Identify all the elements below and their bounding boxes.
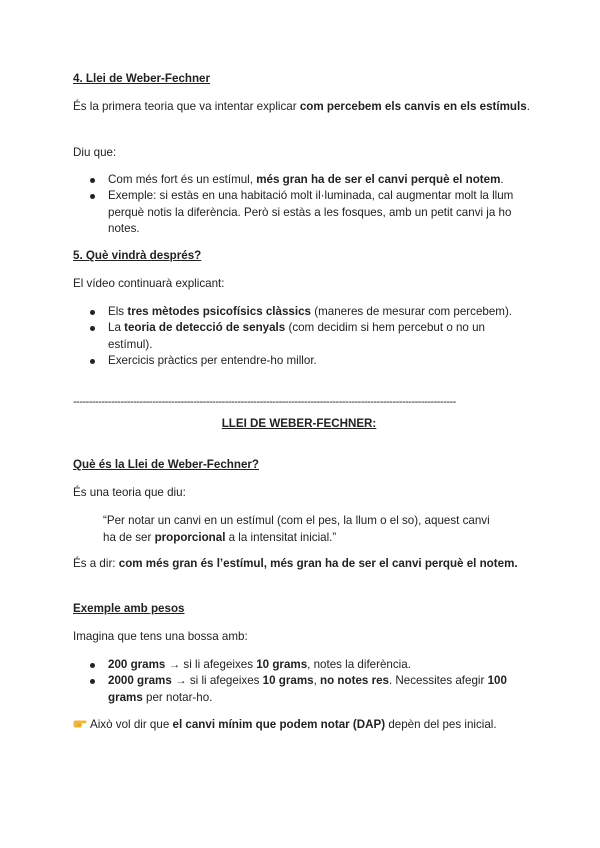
example-intro: Imagina que tens una bossa amb:: [73, 630, 248, 643]
section4-heading: 4. Llei de Weber-Fechner: [73, 72, 211, 85]
divider-line: -------------------------------------------------------------------------------------------------------------------------: [73, 396, 456, 408]
section4-list: [73, 172, 523, 237]
section4-intro: És la primera teoria que va intentar explicar com percebem els canvis en els estímuls.: [73, 100, 530, 113]
list-item: 2000 grams → si li afegeixes 10 grams, no notes res. Necessites afegir 100 grams per notar-ho.: [73, 673, 523, 706]
example-heading: Exemple amb pesos: [73, 602, 185, 615]
pointing-hand-icon: [73, 718, 87, 729]
main-title: LLEI DE WEBER-FECHNER:: [221, 417, 377, 430]
list-item: 200 grams → si li afegeixes 10 grams, notes la diferència.: [73, 657, 523, 673]
list-item: Exemple: si estàs en una habitació molt il·luminada, cal augmentar molt la llum perquè notis la diferència. Però si estàs a les fosques, amb un petit canvi ja ho notes.: [73, 188, 523, 237]
section5-intro: El vídeo continuarà explicant:: [73, 277, 225, 290]
list-item: La teoria de detecció de senyals (com decidim si hem percebut o no un estímul).: [73, 320, 523, 353]
list-item: Els tres mètodes psicofísics clàssics (maneres de mesurar com percebem).: [73, 304, 523, 320]
example-conclusion: Això vol dir que el canvi mínim que podem notar (DAP) depèn del pes inicial.: [73, 717, 533, 734]
section5-heading: 5. Què vindrà després?: [73, 249, 202, 262]
what-quote: “Per notar un canvi en un estímul (com el pes, la llum o el so), aquest canvi ha de ser proporcional a la intensitat inicial.”: [103, 514, 490, 544]
section4-says: Diu que:: [73, 146, 117, 159]
example-list: [73, 657, 523, 706]
list-item: Com més fort és un estímul, més gran ha de ser el canvi perquè el notem.: [73, 172, 523, 188]
what-intro: És una teoria que diu:: [73, 486, 186, 499]
list-item: Exercicis pràctics per entendre-ho millor.: [73, 353, 523, 369]
what-summary: És a dir: com més gran és l’estímul, més gran ha de ser el canvi perquè el notem.: [73, 557, 518, 570]
what-heading: Què és la Llei de Weber-Fechner?: [73, 458, 259, 471]
section5-list: [73, 304, 523, 369]
